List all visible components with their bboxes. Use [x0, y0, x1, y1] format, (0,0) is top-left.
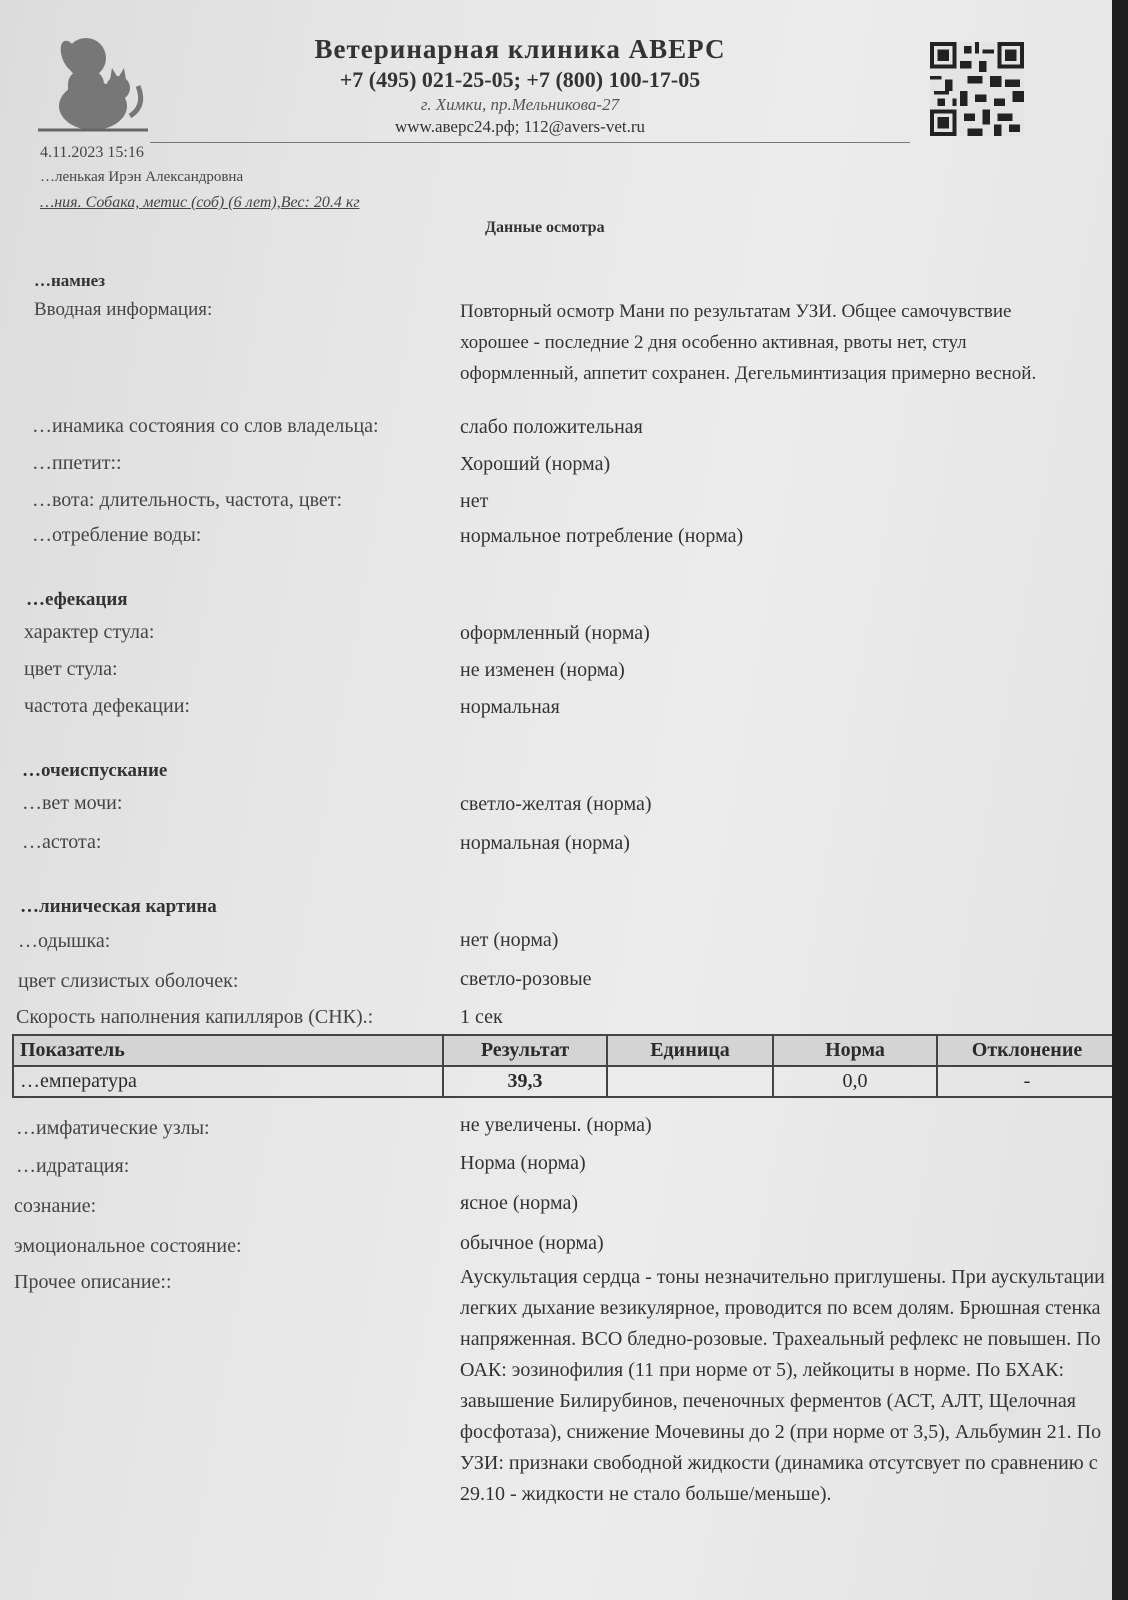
clinic-phones: +7 (495) 021-25-05; +7 (800) 100-17-05	[339, 67, 701, 92]
appetite-value: Хороший (норма)	[460, 453, 611, 475]
table-header-cell: Показатель	[13, 1035, 443, 1066]
document-title: Данные осмотра	[485, 219, 605, 236]
vomit-label: …вота: длительность, частота, цвет:	[32, 489, 343, 511]
vomit-value: нет	[460, 490, 489, 512]
other-label: Прочее описание::	[14, 1271, 172, 1293]
stool-color-label: цвет стула:	[24, 658, 118, 680]
table-cell: 39,3	[443, 1066, 607, 1097]
hydration-label: …идратация:	[16, 1155, 130, 1177]
dog-cat-logo-icon	[38, 26, 148, 136]
crt-label: Скорость наполнения капилляров (СНК).:	[16, 1006, 374, 1028]
table-header-cell: Норма	[773, 1035, 937, 1066]
clinic-address: г. Химки, пр.Мельникова-27	[420, 95, 620, 114]
dyspnea-label: …одышка:	[18, 930, 111, 952]
mucosa-label: цвет слизистых оболочек:	[18, 970, 239, 992]
measurements-table	[12, 1034, 1112, 1098]
other-value: Аускультация сердца - тоны незначительно приглушены. При аускультации легких дыхание везикулярное, проводится по всем долям. Брюшная стенка напряженная. ВСО бледно-розовые. Трахеальный рефлекс не повышен. По ОАК: эозинофилия (11 при норме от 5), лейкоциты в норме. По БХАК: завышение Билирубинов, печеночных ферментов (АСТ, АЛТ, Щелочная фосфотаза), снижение Мочевины до 2 (при норме от 3,5), Альбумин 21. По УЗИ: признаки свободной жидкости (динамика отсутсвует по сравнению с 29.10 - жидкости не стало больше/меньше).	[460, 1266, 1105, 1505]
mucosa-value: светло-розовые	[460, 968, 592, 990]
emotional-value: обычное (норма)	[460, 1232, 604, 1254]
table-row	[13, 1066, 1112, 1097]
lymph-value: не увеличены. (норма)	[460, 1114, 652, 1136]
crt-value: 1 сек	[460, 1006, 503, 1028]
urine-freq-label: …астота:	[22, 831, 102, 853]
urine-freq-value: нормальная (норма)	[460, 832, 630, 854]
owner-name: …ленькая Ирэн Александровна	[40, 169, 244, 185]
hydration-value: Норма (норма)	[460, 1152, 586, 1174]
page-edge-shadow	[1112, 0, 1128, 1600]
clinic-header	[150, 34, 890, 137]
urine-color-label: …вет мочи:	[22, 792, 123, 814]
stool-char-value: оформленный (норма)	[460, 622, 650, 644]
intro-value: Повторный осмотр Мани по результатам УЗИ. Общее самочувствие хорошее - последние 2 дня особенно активная, рвоты нет, стул оформленный, аппетит сохранен. Дегельминтизация примерно весной.	[460, 301, 1037, 384]
stool-char-label: характер стула:	[24, 621, 155, 643]
def-freq-value: нормальная	[460, 696, 560, 718]
consciousness-value: ясное (норма)	[460, 1192, 579, 1214]
table-header-cell: Единица	[607, 1035, 773, 1066]
urine-color-value: светло-желтая (норма)	[460, 793, 652, 815]
stool-color-value: не изменен (норма)	[460, 659, 625, 681]
table-cell: …емпература	[13, 1066, 443, 1097]
emotional-label: эмоциональное состояние:	[14, 1235, 242, 1257]
table-cell: 0,0	[773, 1066, 937, 1097]
visit-datetime: 4.11.2023 15:16	[40, 144, 144, 161]
section-anamnesis: …намнез	[34, 271, 106, 290]
def-freq-label: частота дефекации:	[24, 695, 190, 717]
table-header-cell: Результат	[443, 1035, 607, 1066]
dynamics-label: …инамика состояния со слов владельца:	[32, 415, 379, 437]
consciousness-label: сознание:	[14, 1195, 97, 1217]
section-clinical: …линическая картина	[20, 896, 217, 917]
dynamics-value: слабо положительная	[460, 416, 643, 438]
appetite-label: …ппетит::	[32, 452, 122, 474]
water-label: …отребление воды:	[32, 524, 202, 546]
table-header-cell: Отклонение	[937, 1035, 1112, 1066]
water-value: нормальное потребление (норма)	[460, 525, 744, 547]
table-cell	[607, 1066, 773, 1097]
table-header-row	[13, 1035, 1112, 1066]
table-cell: -	[937, 1066, 1112, 1097]
section-defecation: …ефекация	[26, 589, 128, 610]
clinic-name: Ветеринарная клиника АВЕРС	[314, 34, 726, 64]
qr-code-icon	[928, 42, 1026, 136]
pet-info: …ния. Собака, метис (соб) (6 лет),Вес: 20.4 кг	[40, 194, 360, 211]
intro-label: Вводная информация:	[34, 299, 213, 320]
section-urination: …очеиспускание	[22, 760, 168, 781]
lymph-label: …имфатические узлы:	[16, 1117, 210, 1139]
clinic-website: www.аверс24.рф; 112@avers-vet.ru	[394, 117, 645, 136]
header-divider	[150, 142, 910, 143]
dyspnea-value: нет (норма)	[460, 929, 559, 951]
